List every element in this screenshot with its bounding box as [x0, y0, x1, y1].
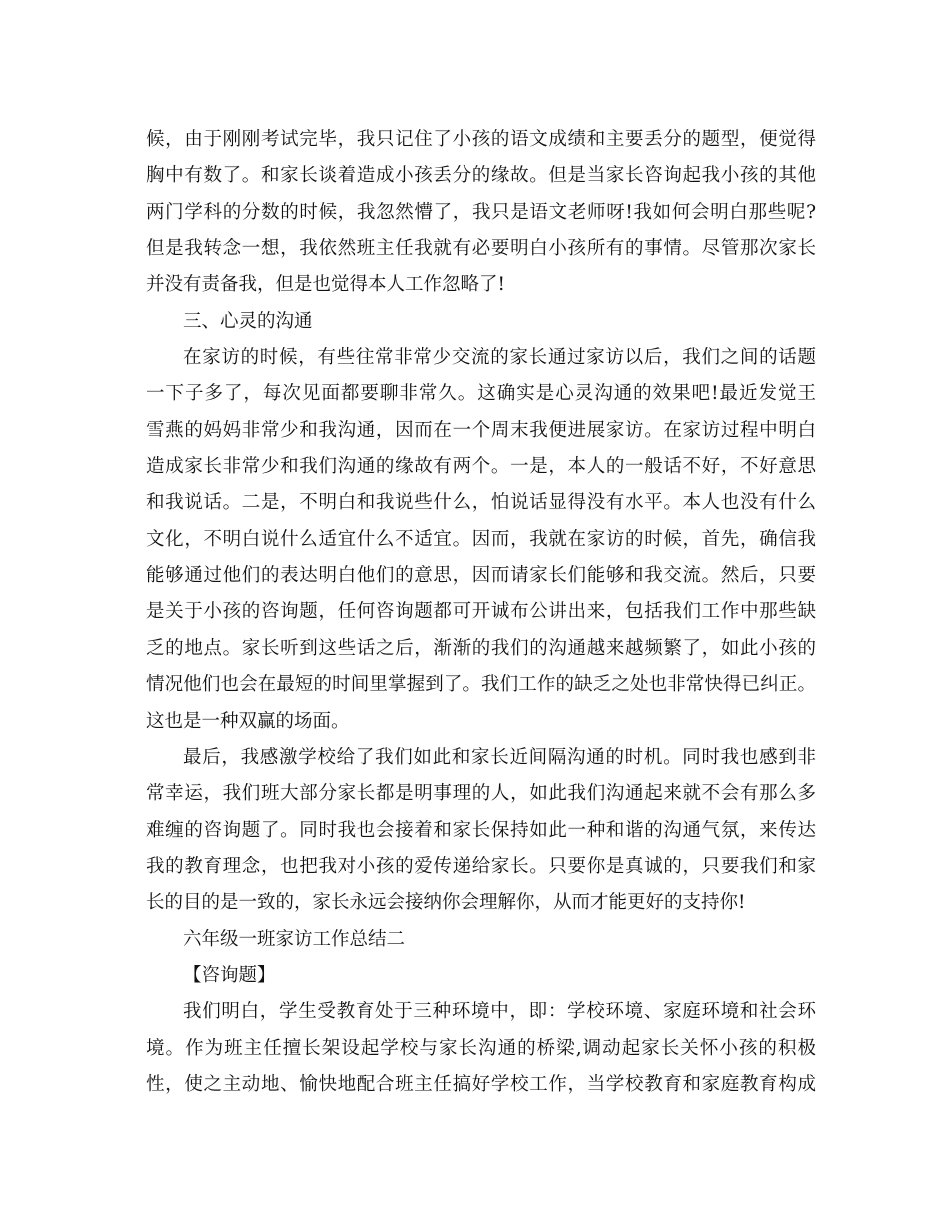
text-line: 境。作为班主任擅长架设起学校与家长沟通的桥梁,调动起家长关怀小孩的积极	[146, 1037, 816, 1059]
text-line: 我们明白，学生受教育处于三种环境中，即：学校环境、家庭环境和社会环	[183, 1001, 816, 1023]
text-line: 最后，我感激学校给了我们如此和家长近间隔沟通的时机。同时我也感到非	[183, 746, 816, 768]
text-line: 两门学科的分数的时候，我忽然懵了，我只是语文老师呀!我如何会明白那些呢?	[146, 201, 816, 223]
text-line: 胸中有数了。和家长谈着造成小孩丢分的缘故。但是当家长咨询起我小孩的其他	[146, 165, 816, 187]
text-line: 乏的地点。家长听到这些话之后，渐渐的我们的沟通越来越频繁了，如此小孩的	[146, 637, 816, 659]
text-line: 能够通过他们的表达明白他们的意思，因而请家长们能够和我交流。然后，只要	[146, 565, 816, 587]
text-line: 性，使之主动地、愉快地配合班主任搞好学校工作，当学校教育和家庭教育构成	[146, 1073, 816, 1095]
text-line: 情况他们也会在最短的时间里掌握到了。我们工作的缺乏之处也非常快得已纠正。	[146, 674, 816, 696]
text-line: 一下子多了，每次见面都要聊非常久。这确实是心灵沟通的效果吧!最近发觉王	[146, 383, 816, 405]
section-heading: 三、心灵的沟通	[183, 310, 313, 332]
text-line: 难缠的咨询题了。同时我也会接着和家长保持如此一种和谐的沟通气氛，来传达	[146, 819, 816, 841]
text-line: 并没有责备我，但是也觉得本人工作忽略了!	[146, 274, 505, 296]
text-line: 我的教育理念，也把我对小孩的爱传递给家长。只要你是真诚的，只要我们和家	[146, 855, 816, 877]
text-line: 文化，不明白说什么适宜什么不适宜。因而，我就在家访的时候，首先，确信我	[146, 528, 816, 550]
text-line: 候，由于刚刚考试完毕，我只记住了小孩的语文成绩和主要丢分的题型，便觉得	[146, 129, 816, 150]
text-line: 在家访的时候，有些往常非常少交流的家长通过家访以后，我们之间的话题	[183, 347, 816, 369]
text-line: 常幸运，我们班大部分家长都是明事理的人，如此我们沟通起来就不会有那么多	[146, 783, 816, 805]
text-line: 这也是一种双赢的场面。	[146, 710, 350, 732]
document-body	[146, 122, 816, 1103]
text-line: 和我说话。二是，不明白和我说些什么，怕说话显得没有水平。本人也没有什么	[146, 492, 816, 514]
section-label: 【咨询题】	[183, 964, 276, 986]
text-line: 是关于小孩的咨询题，任何咨询题都可开诚布公讲出来，包括我们工作中那些缺	[146, 601, 816, 623]
text-line: 长的目的是一致的，家长永远会接纳你会理解你，从而才能更好的支持你!	[146, 892, 746, 914]
text-line: 但是我转念一想，我依然班主任我就有必要明白小孩所有的事情。尽管那次家长	[146, 238, 816, 260]
text-line: 造成家长非常少和我们沟通的缘故有两个。一是，本人的一般话不好，不好意思	[146, 456, 816, 478]
text-line: 雪燕的妈妈非常少和我沟通，因而在一个周末我便进展家访。在家访过程中明白	[146, 419, 816, 441]
section-title: 六年级一班家访工作总结二	[183, 928, 406, 950]
